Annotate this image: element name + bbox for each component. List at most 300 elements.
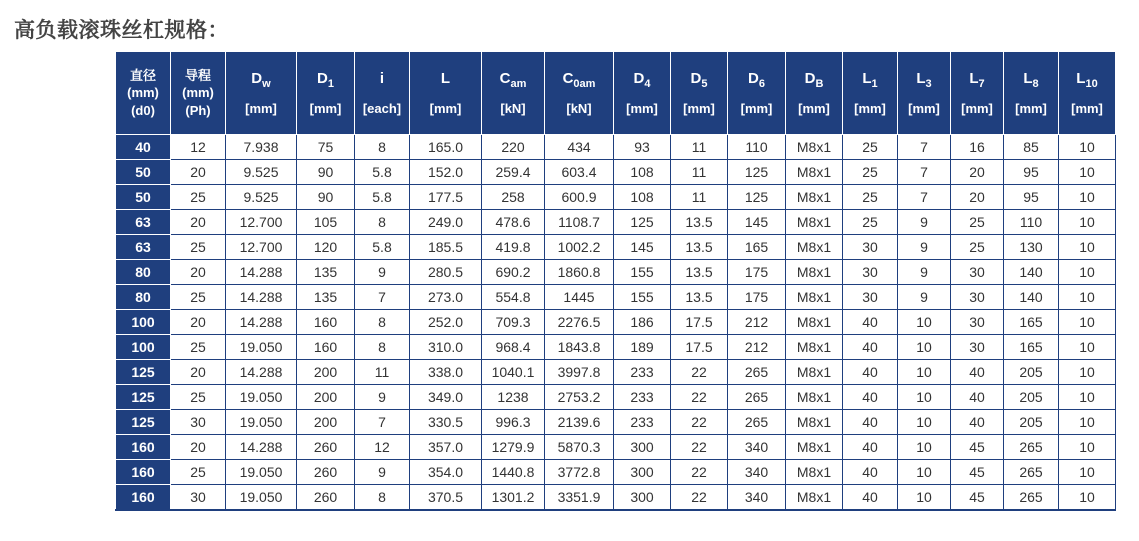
table-row — [116, 135, 1116, 160]
table-cell: 130 — [1004, 235, 1059, 260]
table-cell: 1860.8 — [545, 260, 614, 285]
table-cell: 9 — [898, 210, 951, 235]
table-cell: 10 — [1059, 410, 1116, 435]
header-symbol: $D_w$ — [251, 69, 271, 90]
table-cell: 249.0 — [410, 210, 482, 235]
table-cell: 265 — [1004, 435, 1059, 460]
table-cell: 14.288 — [226, 310, 297, 335]
header-symbol: $C_{0am}$ — [562, 69, 596, 90]
header-symbol: $D_4$ — [633, 69, 651, 90]
row-diameter-cell: 100 — [116, 335, 171, 360]
table-cell: 5.8 — [355, 185, 410, 210]
header-symbol: $L_3$ — [916, 69, 932, 90]
header-col-5 — [545, 52, 614, 135]
table-cell: 340 — [728, 460, 786, 485]
table-cell: 1002.2 — [545, 235, 614, 260]
table-cell: 8 — [355, 335, 410, 360]
table-cell: 40 — [843, 410, 898, 435]
table-cell: 7 — [898, 135, 951, 160]
table-cell: 22 — [671, 360, 728, 385]
table-cell: 233 — [614, 410, 671, 435]
table-cell: 260 — [297, 485, 355, 511]
table-cell: 3997.8 — [545, 360, 614, 385]
table-cell: 310.0 — [410, 335, 482, 360]
row-diameter-cell: 160 — [116, 460, 171, 485]
table-row — [116, 435, 1116, 460]
table-cell: 205 — [1004, 385, 1059, 410]
header-unit: [mm] — [740, 100, 773, 116]
table-cell: 1301.2 — [482, 485, 545, 511]
table-cell: 20 — [951, 185, 1004, 210]
table-cell: 10 — [1059, 235, 1116, 260]
table-row — [116, 410, 1116, 435]
table-cell: 20 — [171, 210, 226, 235]
table-cell: 152.0 — [410, 160, 482, 185]
table-cell: 40 — [843, 360, 898, 385]
row-diameter-cell: 40 — [116, 135, 171, 160]
header-symbol: $L_{10}$ — [1076, 69, 1098, 90]
table-cell: 14.288 — [226, 435, 297, 460]
row-diameter-cell: 63 — [116, 235, 171, 260]
header-col-14 — [1059, 52, 1116, 135]
table-row — [116, 235, 1116, 260]
header-symbol: $D_6$ — [748, 69, 765, 90]
header-unit: [kN] — [500, 100, 526, 116]
table-cell: 30 — [171, 485, 226, 511]
table-cell: 25 — [171, 285, 226, 310]
table-cell: 10 — [898, 385, 951, 410]
page-title: 高负载滚珠丝杠规格： — [14, 18, 229, 42]
header-unit: [mm] — [309, 100, 342, 116]
table-cell: M8x1 — [786, 185, 843, 210]
table-cell: 175 — [728, 260, 786, 285]
table-cell: 12.700 — [226, 235, 297, 260]
table-cell: 690.2 — [482, 260, 545, 285]
row-diameter-cell: 160 — [116, 485, 171, 511]
header-col-4 — [482, 52, 545, 135]
table-cell: 135 — [297, 260, 355, 285]
table-cell: 25 — [951, 235, 1004, 260]
table-cell: 1445 — [545, 285, 614, 310]
table-cell: 20 — [171, 360, 226, 385]
header-col-10 — [843, 52, 898, 135]
table-cell: 9 — [355, 460, 410, 485]
table-cell: 259.4 — [482, 160, 545, 185]
table-cell: 25 — [951, 210, 1004, 235]
table-cell: 7 — [355, 410, 410, 435]
spec-table — [115, 51, 1116, 511]
table-cell: 258 — [482, 185, 545, 210]
table-cell: 30 — [951, 310, 1004, 335]
table-cell: 45 — [951, 485, 1004, 511]
table-cell: 357.0 — [410, 435, 482, 460]
table-cell: 8 — [355, 310, 410, 335]
table-cell: 5.8 — [355, 160, 410, 185]
header-symbol: $D_1$ — [317, 69, 334, 90]
table-cell: 265 — [728, 360, 786, 385]
table-cell: 40 — [843, 435, 898, 460]
table-cell: 10 — [1059, 485, 1116, 511]
table-row — [116, 210, 1116, 235]
table-cell: 20 — [171, 435, 226, 460]
table-cell: 252.0 — [410, 310, 482, 335]
table-cell: 108 — [614, 185, 671, 210]
table-cell: 160 — [297, 335, 355, 360]
table-row — [116, 460, 1116, 485]
table-row — [116, 185, 1116, 210]
table-cell: 40 — [843, 335, 898, 360]
header-symbol: $L_8$ — [1023, 69, 1039, 90]
header-col-6 — [614, 52, 671, 135]
table-cell: 14.288 — [226, 285, 297, 310]
table-cell: 10 — [1059, 210, 1116, 235]
table-cell: M8x1 — [786, 410, 843, 435]
table-cell: 1279.9 — [482, 435, 545, 460]
table-header-row — [116, 52, 1116, 135]
table-cell: 30 — [171, 410, 226, 435]
table-cell: 10 — [898, 410, 951, 435]
table-cell: 189 — [614, 335, 671, 360]
table-cell: 2753.2 — [545, 385, 614, 410]
table-cell: 14.288 — [226, 360, 297, 385]
header-col-2 — [355, 52, 410, 135]
table-cell: 5870.3 — [545, 435, 614, 460]
table-cell: 125 — [614, 210, 671, 235]
row-diameter-cell: 160 — [116, 435, 171, 460]
table-cell: M8x1 — [786, 260, 843, 285]
table-cell: 200 — [297, 385, 355, 410]
header-symbol: $L_1$ — [862, 69, 878, 90]
table-row — [116, 335, 1116, 360]
header-col-3 — [410, 52, 482, 135]
table-cell: 40 — [843, 385, 898, 410]
table-cell: 13.5 — [671, 210, 728, 235]
header-unit: [mm] — [961, 100, 993, 116]
table-cell: 205 — [1004, 410, 1059, 435]
table-cell: 19.050 — [226, 335, 297, 360]
table-row — [116, 160, 1116, 185]
table-cell: 177.5 — [410, 185, 482, 210]
table-cell: M8x1 — [786, 435, 843, 460]
table-cell: 10 — [898, 460, 951, 485]
table-cell: 25 — [843, 135, 898, 160]
table-cell: 40 — [843, 485, 898, 511]
header-col-13 — [1004, 52, 1059, 135]
header-col-7 — [671, 52, 728, 135]
table-cell: 7 — [898, 160, 951, 185]
table-cell: 10 — [898, 485, 951, 511]
table-cell: 13.5 — [671, 260, 728, 285]
table-cell: 7 — [898, 185, 951, 210]
table-cell: 11 — [671, 135, 728, 160]
table-cell: 8 — [355, 210, 410, 235]
table-cell: 354.0 — [410, 460, 482, 485]
header-unit: [mm] — [1071, 100, 1103, 116]
table-cell: 10 — [1059, 435, 1116, 460]
table-cell: 220 — [482, 135, 545, 160]
table-cell: 30 — [843, 285, 898, 310]
table-cell: 30 — [951, 260, 1004, 285]
table-cell: 11 — [355, 360, 410, 385]
table-cell: 340 — [728, 435, 786, 460]
table-cell: 13.5 — [671, 285, 728, 310]
table-cell: 108 — [614, 160, 671, 185]
header-unit: [each] — [362, 100, 402, 116]
table-row — [116, 485, 1116, 511]
table-cell: 20 — [171, 160, 226, 185]
table-cell: 260 — [297, 460, 355, 485]
header-symbol: L — [440, 69, 451, 87]
table-cell: 30 — [951, 285, 1004, 310]
table-cell: 7 — [355, 285, 410, 310]
header-lead: 导程 (mm) (Ph) — [171, 52, 226, 135]
table-cell: 10 — [1059, 285, 1116, 310]
header-col-8 — [728, 52, 786, 135]
table-cell: 40 — [951, 410, 1004, 435]
table-cell: 186 — [614, 310, 671, 335]
table-cell: 105 — [297, 210, 355, 235]
table-cell: 10 — [1059, 135, 1116, 160]
header-symbol: i — [379, 69, 385, 87]
header-unit: [kN] — [566, 100, 592, 116]
row-diameter-cell: 100 — [116, 310, 171, 335]
table-cell: 25 — [171, 185, 226, 210]
table-cell: 11 — [671, 160, 728, 185]
table-cell: 165 — [1004, 310, 1059, 335]
table-cell: 1843.8 — [545, 335, 614, 360]
table-cell: 1238 — [482, 385, 545, 410]
table-cell: 1440.8 — [482, 460, 545, 485]
table-cell: 30 — [843, 260, 898, 285]
table-cell: 45 — [951, 460, 1004, 485]
row-diameter-cell: 50 — [116, 185, 171, 210]
table-cell: 90 — [297, 160, 355, 185]
table-cell: M8x1 — [786, 210, 843, 235]
table-cell: 10 — [1059, 310, 1116, 335]
table-cell: 13.5 — [671, 235, 728, 260]
table-cell: 10 — [1059, 185, 1116, 210]
table-cell: 9 — [898, 235, 951, 260]
table-cell: 75 — [297, 135, 355, 160]
table-cell: 14.288 — [226, 260, 297, 285]
table-cell: 233 — [614, 385, 671, 410]
row-diameter-cell: 50 — [116, 160, 171, 185]
header-symbol: $C_{am}$ — [499, 69, 527, 90]
table-cell: 603.4 — [545, 160, 614, 185]
table-cell: 600.9 — [545, 185, 614, 210]
table-cell: 95 — [1004, 160, 1059, 185]
table-cell: 300 — [614, 485, 671, 511]
table-cell: 175 — [728, 285, 786, 310]
table-cell: 9 — [898, 285, 951, 310]
header-col-12 — [951, 52, 1004, 135]
table-cell: 145 — [728, 210, 786, 235]
table-cell: 16 — [951, 135, 1004, 160]
table-cell: M8x1 — [786, 310, 843, 335]
table-cell: 12 — [171, 135, 226, 160]
header-unit: [mm] — [798, 100, 830, 116]
table-cell: 20 — [171, 260, 226, 285]
table-cell: 40 — [951, 385, 1004, 410]
table-cell: M8x1 — [786, 235, 843, 260]
table-cell: 330.5 — [410, 410, 482, 435]
table-row — [116, 285, 1116, 310]
table-cell: M8x1 — [786, 360, 843, 385]
table-cell: 200 — [297, 360, 355, 385]
table-cell: 93 — [614, 135, 671, 160]
table-body — [116, 135, 1116, 511]
table-cell: 19.050 — [226, 485, 297, 511]
table-cell: 25 — [843, 185, 898, 210]
table-cell: 30 — [951, 335, 1004, 360]
table-cell: 90 — [297, 185, 355, 210]
table-cell: M8x1 — [786, 385, 843, 410]
header-unit: [mm] — [854, 100, 886, 116]
header-unit: [mm] — [626, 100, 658, 116]
header-col-9 — [786, 52, 843, 135]
table-cell: 95 — [1004, 185, 1059, 210]
table-cell: 370.5 — [410, 485, 482, 511]
table-cell: 233 — [614, 360, 671, 385]
table-cell: 155 — [614, 260, 671, 285]
table-cell: 120 — [297, 235, 355, 260]
table-cell: 40 — [951, 360, 1004, 385]
table-cell: 9 — [355, 385, 410, 410]
table-cell: 22 — [671, 410, 728, 435]
table-cell: 30 — [843, 235, 898, 260]
table-cell: 110 — [1004, 210, 1059, 235]
table-cell: 165.0 — [410, 135, 482, 160]
header-diameter: 直径 (mm) (d0) — [116, 52, 171, 135]
table-cell: M8x1 — [786, 485, 843, 511]
table-cell: 125 — [728, 160, 786, 185]
table-cell: 25 — [171, 235, 226, 260]
table-cell: 300 — [614, 460, 671, 485]
table-cell: 265 — [728, 410, 786, 435]
table-row — [116, 385, 1116, 410]
table-cell: 25 — [843, 210, 898, 235]
table-cell: 25 — [171, 335, 226, 360]
table-cell: 10 — [898, 335, 951, 360]
table-cell: 17.5 — [671, 335, 728, 360]
header-col-1 — [297, 52, 355, 135]
table-cell: 2139.6 — [545, 410, 614, 435]
table-cell: 3351.9 — [545, 485, 614, 511]
table-cell: 968.4 — [482, 335, 545, 360]
table-cell: 155 — [614, 285, 671, 310]
table-cell: 110 — [728, 135, 786, 160]
table-cell: 165 — [1004, 335, 1059, 360]
header-col-0 — [226, 52, 297, 135]
table-cell: 25 — [171, 385, 226, 410]
table-cell: 9 — [898, 260, 951, 285]
table-cell: 10 — [1059, 335, 1116, 360]
table-cell: 265 — [1004, 460, 1059, 485]
table-cell: 85 — [1004, 135, 1059, 160]
table-cell: 19.050 — [226, 460, 297, 485]
table-cell: 20 — [951, 160, 1004, 185]
table-cell: 8 — [355, 485, 410, 511]
table-cell: 11 — [671, 185, 728, 210]
table-row — [116, 260, 1116, 285]
table-cell: 145 — [614, 235, 671, 260]
table-cell: 160 — [297, 310, 355, 335]
table-cell: 280.5 — [410, 260, 482, 285]
table-cell: 20 — [171, 310, 226, 335]
header-unit: [mm] — [1015, 100, 1047, 116]
table-row — [116, 360, 1116, 385]
table-cell: 140 — [1004, 260, 1059, 285]
table-cell: 9 — [355, 260, 410, 285]
table-cell: 212 — [728, 310, 786, 335]
table-cell: M8x1 — [786, 135, 843, 160]
table-cell: 19.050 — [226, 410, 297, 435]
table-cell: 8 — [355, 135, 410, 160]
table-cell: 340 — [728, 485, 786, 511]
table-cell: 434 — [545, 135, 614, 160]
table-cell: 10 — [1059, 260, 1116, 285]
row-diameter-cell: 80 — [116, 260, 171, 285]
table-cell: 205 — [1004, 360, 1059, 385]
header-unit: [mm] — [245, 100, 277, 116]
table-cell: 19.050 — [226, 385, 297, 410]
table-cell: 25 — [843, 160, 898, 185]
table-cell: 135 — [297, 285, 355, 310]
table-cell: 10 — [898, 435, 951, 460]
table-cell: 1040.1 — [482, 360, 545, 385]
table-cell: 9.525 — [226, 185, 297, 210]
table-cell: 40 — [843, 460, 898, 485]
table-cell: 478.6 — [482, 210, 545, 235]
table-cell: 212 — [728, 335, 786, 360]
table-cell: 9.525 — [226, 160, 297, 185]
table-cell: 10 — [1059, 360, 1116, 385]
table-cell: 125 — [728, 185, 786, 210]
table-cell: 996.3 — [482, 410, 545, 435]
table-cell: 185.5 — [410, 235, 482, 260]
table-cell: 1108.7 — [545, 210, 614, 235]
table-cell: 419.8 — [482, 235, 545, 260]
table-cell: 338.0 — [410, 360, 482, 385]
row-diameter-cell: 63 — [116, 210, 171, 235]
table-cell: 3772.8 — [545, 460, 614, 485]
table-cell: 10 — [1059, 160, 1116, 185]
table-cell: 554.8 — [482, 285, 545, 310]
table-cell: 7.938 — [226, 135, 297, 160]
table-cell: 140 — [1004, 285, 1059, 310]
row-diameter-cell: 125 — [116, 360, 171, 385]
header-unit: [mm] — [683, 100, 715, 116]
table-cell: 273.0 — [410, 285, 482, 310]
table-cell: 22 — [671, 435, 728, 460]
row-diameter-cell: 80 — [116, 285, 171, 310]
header-symbol: $D_B$ — [804, 69, 824, 90]
table-cell: 10 — [1059, 460, 1116, 485]
header-symbol: $L_7$ — [969, 69, 985, 90]
table-cell: 200 — [297, 410, 355, 435]
header-col-11 — [898, 52, 951, 135]
table-cell: 22 — [671, 485, 728, 511]
table-cell: 10 — [898, 310, 951, 335]
table-cell: 40 — [843, 310, 898, 335]
table-cell: 5.8 — [355, 235, 410, 260]
table-cell: 12.700 — [226, 210, 297, 235]
header-symbol: $D_5$ — [690, 69, 708, 90]
table-cell: M8x1 — [786, 335, 843, 360]
table-cell: 265 — [728, 385, 786, 410]
header-unit: [mm] — [908, 100, 940, 116]
table-cell: 260 — [297, 435, 355, 460]
